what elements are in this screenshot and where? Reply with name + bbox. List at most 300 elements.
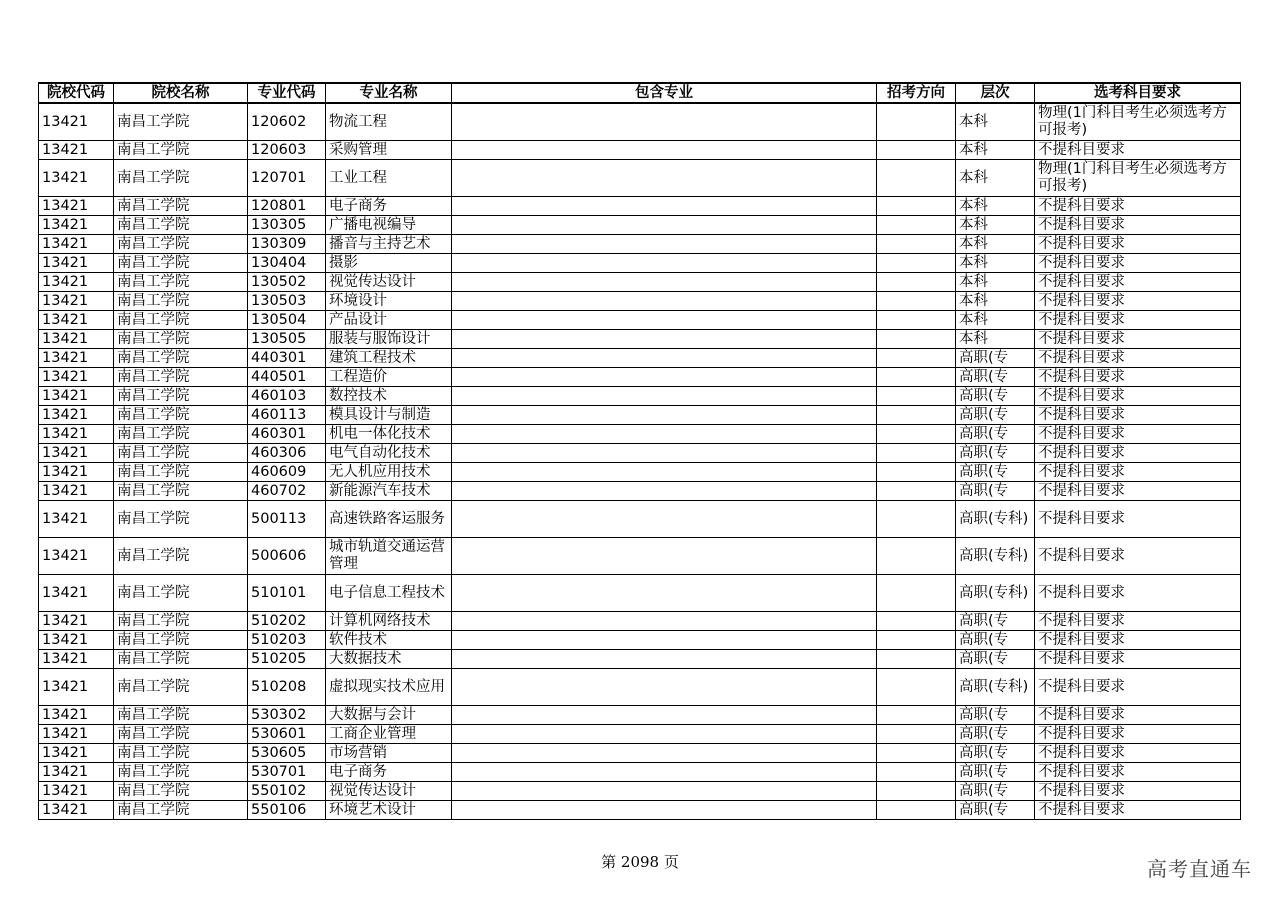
school-code-cell: 13421 bbox=[39, 482, 114, 501]
header-included-majors: 包含专业 bbox=[452, 83, 877, 103]
school-name-cell: 南昌工学院 bbox=[114, 197, 248, 216]
level-cell: 高职(专 bbox=[956, 782, 1035, 801]
school-name-cell: 南昌工学院 bbox=[114, 650, 248, 669]
major-name-cell: 广播电视编导 bbox=[326, 216, 452, 235]
major-name-cell: 视觉传达设计 bbox=[326, 273, 452, 292]
school-name-cell: 南昌工学院 bbox=[114, 463, 248, 482]
table-row bbox=[39, 349, 1241, 368]
major-name-cell: 电气自动化技术 bbox=[326, 444, 452, 463]
included-majors-cell bbox=[452, 141, 877, 160]
included-majors-cell bbox=[452, 273, 877, 292]
subject-requirement-cell: 不提科目要求 bbox=[1035, 368, 1241, 387]
school-code-cell: 13421 bbox=[39, 368, 114, 387]
header-direction: 招考方向 bbox=[877, 83, 956, 103]
level-cell: 高职(专 bbox=[956, 463, 1035, 482]
school-name-cell: 南昌工学院 bbox=[114, 725, 248, 744]
major-code-cell: 440301 bbox=[248, 349, 326, 368]
school-code-cell: 13421 bbox=[39, 763, 114, 782]
level-cell: 高职(专 bbox=[956, 801, 1035, 820]
school-name-cell: 南昌工学院 bbox=[114, 444, 248, 463]
major-name-cell: 大数据与会计 bbox=[326, 706, 452, 725]
included-majors-cell bbox=[452, 349, 877, 368]
level-cell: 高职(专 bbox=[956, 482, 1035, 501]
direction-cell bbox=[877, 311, 956, 330]
major-name-cell: 采购管理 bbox=[326, 141, 452, 160]
major-code-cell: 550102 bbox=[248, 782, 326, 801]
direction-cell bbox=[877, 444, 956, 463]
level-cell: 高职(专 bbox=[956, 650, 1035, 669]
school-name-cell: 南昌工学院 bbox=[114, 292, 248, 311]
level-cell: 本科 bbox=[956, 103, 1035, 141]
included-majors-cell bbox=[452, 197, 877, 216]
school-name-cell: 南昌工学院 bbox=[114, 406, 248, 425]
level-cell: 高职(专科) bbox=[956, 669, 1035, 706]
major-code-cell: 460306 bbox=[248, 444, 326, 463]
direction-cell bbox=[877, 160, 956, 197]
major-name-cell: 模具设计与制造 bbox=[326, 406, 452, 425]
direction-cell bbox=[877, 235, 956, 254]
level-cell: 高职(专 bbox=[956, 612, 1035, 631]
school-name-cell: 南昌工学院 bbox=[114, 368, 248, 387]
major-name-cell: 机电一体化技术 bbox=[326, 425, 452, 444]
table-row bbox=[39, 197, 1241, 216]
level-cell: 本科 bbox=[956, 216, 1035, 235]
direction-cell bbox=[877, 538, 956, 575]
direction-cell bbox=[877, 782, 956, 801]
school-code-cell: 13421 bbox=[39, 782, 114, 801]
school-name-cell: 南昌工学院 bbox=[114, 103, 248, 141]
school-name-cell: 南昌工学院 bbox=[114, 575, 248, 612]
level-cell: 本科 bbox=[956, 254, 1035, 273]
subject-requirement-cell: 不提科目要求 bbox=[1035, 273, 1241, 292]
school-code-cell: 13421 bbox=[39, 575, 114, 612]
level-cell: 高职(专 bbox=[956, 744, 1035, 763]
school-name-cell: 南昌工学院 bbox=[114, 669, 248, 706]
subject-requirement-cell: 不提科目要求 bbox=[1035, 575, 1241, 612]
admission-table bbox=[38, 82, 1241, 820]
direction-cell bbox=[877, 482, 956, 501]
school-name-cell: 南昌工学院 bbox=[114, 612, 248, 631]
level-cell: 本科 bbox=[956, 273, 1035, 292]
school-code-cell: 13421 bbox=[39, 463, 114, 482]
level-cell: 本科 bbox=[956, 141, 1035, 160]
subject-requirement-cell: 不提科目要求 bbox=[1035, 501, 1241, 538]
included-majors-cell bbox=[452, 482, 877, 501]
major-code-cell: 550106 bbox=[248, 801, 326, 820]
subject-requirement-cell: 不提科目要求 bbox=[1035, 216, 1241, 235]
included-majors-cell bbox=[452, 235, 877, 254]
included-majors-cell bbox=[452, 387, 877, 406]
major-name-cell: 电子信息工程技术 bbox=[326, 575, 452, 612]
major-name-cell: 工程造价 bbox=[326, 368, 452, 387]
included-majors-cell bbox=[452, 801, 877, 820]
included-majors-cell bbox=[452, 254, 877, 273]
school-name-cell: 南昌工学院 bbox=[114, 425, 248, 444]
level-cell: 高职(专 bbox=[956, 406, 1035, 425]
table-row bbox=[39, 669, 1241, 706]
subject-requirement-cell: 不提科目要求 bbox=[1035, 706, 1241, 725]
major-name-cell: 市场营销 bbox=[326, 744, 452, 763]
subject-requirement-cell: 不提科目要求 bbox=[1035, 254, 1241, 273]
table-row bbox=[39, 311, 1241, 330]
major-code-cell: 130502 bbox=[248, 273, 326, 292]
school-name-cell: 南昌工学院 bbox=[114, 744, 248, 763]
table-row bbox=[39, 631, 1241, 650]
major-code-cell: 530701 bbox=[248, 763, 326, 782]
major-code-cell: 460301 bbox=[248, 425, 326, 444]
major-name-cell: 虚拟现实技术应用 bbox=[326, 669, 452, 706]
major-code-cell: 440501 bbox=[248, 368, 326, 387]
level-cell: 本科 bbox=[956, 197, 1035, 216]
included-majors-cell bbox=[452, 292, 877, 311]
school-name-cell: 南昌工学院 bbox=[114, 763, 248, 782]
major-name-cell: 无人机应用技术 bbox=[326, 463, 452, 482]
major-name-cell: 新能源汽车技术 bbox=[326, 482, 452, 501]
subject-requirement-cell: 不提科目要求 bbox=[1035, 444, 1241, 463]
subject-requirement-cell: 不提科目要求 bbox=[1035, 197, 1241, 216]
school-name-cell: 南昌工学院 bbox=[114, 216, 248, 235]
subject-requirement-cell: 不提科目要求 bbox=[1035, 763, 1241, 782]
table-row bbox=[39, 706, 1241, 725]
level-cell: 高职(专 bbox=[956, 349, 1035, 368]
level-cell: 高职(专 bbox=[956, 368, 1035, 387]
school-code-cell: 13421 bbox=[39, 141, 114, 160]
major-name-cell: 播音与主持艺术 bbox=[326, 235, 452, 254]
table-row bbox=[39, 801, 1241, 820]
major-code-cell: 510101 bbox=[248, 575, 326, 612]
subject-requirement-cell: 不提科目要求 bbox=[1035, 292, 1241, 311]
school-name-cell: 南昌工学院 bbox=[114, 235, 248, 254]
school-code-cell: 13421 bbox=[39, 631, 114, 650]
school-name-cell: 南昌工学院 bbox=[114, 160, 248, 197]
included-majors-cell bbox=[452, 706, 877, 725]
level-cell: 高职(专 bbox=[956, 725, 1035, 744]
subject-requirement-cell: 不提科目要求 bbox=[1035, 744, 1241, 763]
table-row bbox=[39, 103, 1241, 141]
major-code-cell: 130504 bbox=[248, 311, 326, 330]
direction-cell bbox=[877, 292, 956, 311]
table-row bbox=[39, 406, 1241, 425]
header-row bbox=[39, 83, 1241, 103]
table-row bbox=[39, 387, 1241, 406]
direction-cell bbox=[877, 387, 956, 406]
major-code-cell: 510203 bbox=[248, 631, 326, 650]
major-code-cell: 130309 bbox=[248, 235, 326, 254]
table-row bbox=[39, 368, 1241, 387]
school-code-cell: 13421 bbox=[39, 216, 114, 235]
table-row bbox=[39, 650, 1241, 669]
school-name-cell: 南昌工学院 bbox=[114, 706, 248, 725]
table-row bbox=[39, 216, 1241, 235]
subject-requirement-cell: 不提科目要求 bbox=[1035, 349, 1241, 368]
major-name-cell: 摄影 bbox=[326, 254, 452, 273]
direction-cell bbox=[877, 631, 956, 650]
subject-requirement-cell: 不提科目要求 bbox=[1035, 406, 1241, 425]
table-row bbox=[39, 425, 1241, 444]
table-row bbox=[39, 612, 1241, 631]
major-name-cell: 建筑工程技术 bbox=[326, 349, 452, 368]
subject-requirement-cell: 不提科目要求 bbox=[1035, 612, 1241, 631]
level-cell: 高职(专 bbox=[956, 631, 1035, 650]
major-code-cell: 530302 bbox=[248, 706, 326, 725]
table-row bbox=[39, 141, 1241, 160]
table-row bbox=[39, 463, 1241, 482]
school-name-cell: 南昌工学院 bbox=[114, 387, 248, 406]
school-code-cell: 13421 bbox=[39, 349, 114, 368]
major-code-cell: 530601 bbox=[248, 725, 326, 744]
major-name-cell: 服装与服饰设计 bbox=[326, 330, 452, 349]
major-name-cell: 大数据技术 bbox=[326, 650, 452, 669]
school-name-cell: 南昌工学院 bbox=[114, 349, 248, 368]
major-name-cell: 环境艺术设计 bbox=[326, 801, 452, 820]
subject-requirement-cell: 不提科目要求 bbox=[1035, 650, 1241, 669]
direction-cell bbox=[877, 801, 956, 820]
major-name-cell: 环境设计 bbox=[326, 292, 452, 311]
school-code-cell: 13421 bbox=[39, 706, 114, 725]
direction-cell bbox=[877, 103, 956, 141]
included-majors-cell bbox=[452, 406, 877, 425]
subject-requirement-cell: 不提科目要求 bbox=[1035, 538, 1241, 575]
direction-cell bbox=[877, 612, 956, 631]
major-code-cell: 120602 bbox=[248, 103, 326, 141]
included-majors-cell bbox=[452, 650, 877, 669]
header-major-name: 专业名称 bbox=[326, 83, 452, 103]
major-name-cell: 工商企业管理 bbox=[326, 725, 452, 744]
school-code-cell: 13421 bbox=[39, 425, 114, 444]
direction-cell bbox=[877, 463, 956, 482]
level-cell: 本科 bbox=[956, 292, 1035, 311]
subject-requirement-cell: 不提科目要求 bbox=[1035, 311, 1241, 330]
major-name-cell: 计算机网络技术 bbox=[326, 612, 452, 631]
school-code-cell: 13421 bbox=[39, 311, 114, 330]
school-name-cell: 南昌工学院 bbox=[114, 311, 248, 330]
table-row bbox=[39, 273, 1241, 292]
subject-requirement-cell: 不提科目要求 bbox=[1035, 801, 1241, 820]
direction-cell bbox=[877, 744, 956, 763]
major-code-cell: 500113 bbox=[248, 501, 326, 538]
subject-requirement-cell: 不提科目要求 bbox=[1035, 463, 1241, 482]
included-majors-cell bbox=[452, 669, 877, 706]
direction-cell bbox=[877, 197, 956, 216]
school-code-cell: 13421 bbox=[39, 160, 114, 197]
major-code-cell: 460702 bbox=[248, 482, 326, 501]
table-row bbox=[39, 444, 1241, 463]
table-row bbox=[39, 575, 1241, 612]
school-code-cell: 13421 bbox=[39, 725, 114, 744]
school-code-cell: 13421 bbox=[39, 406, 114, 425]
level-cell: 本科 bbox=[956, 235, 1035, 254]
table-row bbox=[39, 235, 1241, 254]
level-cell: 本科 bbox=[956, 311, 1035, 330]
direction-cell bbox=[877, 330, 956, 349]
major-name-cell: 电子商务 bbox=[326, 763, 452, 782]
level-cell: 高职(专科) bbox=[956, 501, 1035, 538]
level-cell: 高职(专 bbox=[956, 387, 1035, 406]
school-code-cell: 13421 bbox=[39, 744, 114, 763]
major-name-cell: 工业工程 bbox=[326, 160, 452, 197]
school-name-cell: 南昌工学院 bbox=[114, 141, 248, 160]
school-name-cell: 南昌工学院 bbox=[114, 538, 248, 575]
major-name-cell: 电子商务 bbox=[326, 197, 452, 216]
major-code-cell: 130503 bbox=[248, 292, 326, 311]
included-majors-cell bbox=[452, 160, 877, 197]
school-code-cell: 13421 bbox=[39, 612, 114, 631]
major-code-cell: 510205 bbox=[248, 650, 326, 669]
direction-cell bbox=[877, 501, 956, 538]
school-name-cell: 南昌工学院 bbox=[114, 782, 248, 801]
major-code-cell: 120603 bbox=[248, 141, 326, 160]
table-row bbox=[39, 538, 1241, 575]
major-name-cell: 视觉传达设计 bbox=[326, 782, 452, 801]
direction-cell bbox=[877, 273, 956, 292]
table-body bbox=[39, 103, 1241, 820]
subject-requirement-cell: 不提科目要求 bbox=[1035, 482, 1241, 501]
header-subject-requirement: 选考科目要求 bbox=[1035, 83, 1241, 103]
subject-requirement-cell: 不提科目要求 bbox=[1035, 782, 1241, 801]
school-code-cell: 13421 bbox=[39, 501, 114, 538]
major-name-cell: 物流工程 bbox=[326, 103, 452, 141]
school-code-cell: 13421 bbox=[39, 444, 114, 463]
table-row bbox=[39, 292, 1241, 311]
major-code-cell: 130505 bbox=[248, 330, 326, 349]
included-majors-cell bbox=[452, 725, 877, 744]
direction-cell bbox=[877, 425, 956, 444]
major-code-cell: 510202 bbox=[248, 612, 326, 631]
table-row bbox=[39, 725, 1241, 744]
school-code-cell: 13421 bbox=[39, 538, 114, 575]
subject-requirement-cell: 不提科目要求 bbox=[1035, 425, 1241, 444]
major-code-cell: 500606 bbox=[248, 538, 326, 575]
table-row bbox=[39, 744, 1241, 763]
direction-cell bbox=[877, 406, 956, 425]
major-code-cell: 460113 bbox=[248, 406, 326, 425]
table-row bbox=[39, 254, 1241, 273]
included-majors-cell bbox=[452, 444, 877, 463]
level-cell: 高职(专 bbox=[956, 425, 1035, 444]
included-majors-cell bbox=[452, 631, 877, 650]
major-name-cell: 软件技术 bbox=[326, 631, 452, 650]
major-code-cell: 510208 bbox=[248, 669, 326, 706]
included-majors-cell bbox=[452, 216, 877, 235]
school-code-cell: 13421 bbox=[39, 273, 114, 292]
level-cell: 本科 bbox=[956, 160, 1035, 197]
included-majors-cell bbox=[452, 782, 877, 801]
major-code-cell: 460103 bbox=[248, 387, 326, 406]
subject-requirement-cell: 不提科目要求 bbox=[1035, 725, 1241, 744]
included-majors-cell bbox=[452, 538, 877, 575]
subject-requirement-cell: 不提科目要求 bbox=[1035, 235, 1241, 254]
major-code-cell: 120801 bbox=[248, 197, 326, 216]
subject-requirement-cell: 物理(1门科目考生必须选考方可报考) bbox=[1035, 103, 1241, 141]
header-school-name: 院校名称 bbox=[114, 83, 248, 103]
included-majors-cell bbox=[452, 612, 877, 631]
direction-cell bbox=[877, 650, 956, 669]
major-code-cell: 130305 bbox=[248, 216, 326, 235]
school-code-cell: 13421 bbox=[39, 801, 114, 820]
level-cell: 高职(专 bbox=[956, 444, 1035, 463]
school-code-cell: 13421 bbox=[39, 292, 114, 311]
included-majors-cell bbox=[452, 575, 877, 612]
school-code-cell: 13421 bbox=[39, 387, 114, 406]
subject-requirement-cell: 不提科目要求 bbox=[1035, 669, 1241, 706]
school-name-cell: 南昌工学院 bbox=[114, 482, 248, 501]
school-code-cell: 13421 bbox=[39, 650, 114, 669]
major-name-cell: 产品设计 bbox=[326, 311, 452, 330]
included-majors-cell bbox=[452, 425, 877, 444]
subject-requirement-cell: 不提科目要求 bbox=[1035, 330, 1241, 349]
level-cell: 本科 bbox=[956, 330, 1035, 349]
table-row bbox=[39, 782, 1241, 801]
included-majors-cell bbox=[452, 103, 877, 141]
direction-cell bbox=[877, 368, 956, 387]
header-school-code: 院校代码 bbox=[39, 83, 114, 103]
school-name-cell: 南昌工学院 bbox=[114, 273, 248, 292]
direction-cell bbox=[877, 763, 956, 782]
table-row bbox=[39, 482, 1241, 501]
direction-cell bbox=[877, 575, 956, 612]
direction-cell bbox=[877, 706, 956, 725]
subject-requirement-cell: 不提科目要求 bbox=[1035, 141, 1241, 160]
direction-cell bbox=[877, 669, 956, 706]
header-major-code: 专业代码 bbox=[248, 83, 326, 103]
included-majors-cell bbox=[452, 311, 877, 330]
included-majors-cell bbox=[452, 368, 877, 387]
school-name-cell: 南昌工学院 bbox=[114, 501, 248, 538]
table-row bbox=[39, 330, 1241, 349]
major-code-cell: 130404 bbox=[248, 254, 326, 273]
direction-cell bbox=[877, 141, 956, 160]
school-code-cell: 13421 bbox=[39, 669, 114, 706]
school-code-cell: 13421 bbox=[39, 197, 114, 216]
major-name-cell: 高速铁路客运服务 bbox=[326, 501, 452, 538]
level-cell: 高职(专 bbox=[956, 763, 1035, 782]
header-level: 层次 bbox=[956, 83, 1035, 103]
subject-requirement-cell: 物理(1门科目考生必须选考方可报考) bbox=[1035, 160, 1241, 197]
table-row bbox=[39, 160, 1241, 197]
level-cell: 高职(专科) bbox=[956, 575, 1035, 612]
major-name-cell: 数控技术 bbox=[326, 387, 452, 406]
major-code-cell: 460609 bbox=[248, 463, 326, 482]
direction-cell bbox=[877, 349, 956, 368]
school-code-cell: 13421 bbox=[39, 254, 114, 273]
school-name-cell: 南昌工学院 bbox=[114, 330, 248, 349]
table-row bbox=[39, 763, 1241, 782]
subject-requirement-cell: 不提科目要求 bbox=[1035, 631, 1241, 650]
school-name-cell: 南昌工学院 bbox=[114, 801, 248, 820]
included-majors-cell bbox=[452, 744, 877, 763]
subject-requirement-cell: 不提科目要求 bbox=[1035, 387, 1241, 406]
school-name-cell: 南昌工学院 bbox=[114, 254, 248, 273]
major-code-cell: 530605 bbox=[248, 744, 326, 763]
school-code-cell: 13421 bbox=[39, 330, 114, 349]
included-majors-cell bbox=[452, 330, 877, 349]
table-row bbox=[39, 501, 1241, 538]
direction-cell bbox=[877, 216, 956, 235]
major-code-cell: 120701 bbox=[248, 160, 326, 197]
direction-cell bbox=[877, 725, 956, 744]
included-majors-cell bbox=[452, 501, 877, 538]
included-majors-cell bbox=[452, 763, 877, 782]
school-name-cell: 南昌工学院 bbox=[114, 631, 248, 650]
watermark: 高考直通车 bbox=[1147, 857, 1252, 881]
included-majors-cell bbox=[452, 463, 877, 482]
level-cell: 高职(专 bbox=[956, 706, 1035, 725]
major-name-cell: 城市轨道交通运营管理 bbox=[326, 538, 452, 575]
school-code-cell: 13421 bbox=[39, 235, 114, 254]
page-number: 第 2098 页 bbox=[601, 853, 679, 871]
level-cell: 高职(专科) bbox=[956, 538, 1035, 575]
school-code-cell: 13421 bbox=[39, 103, 114, 141]
